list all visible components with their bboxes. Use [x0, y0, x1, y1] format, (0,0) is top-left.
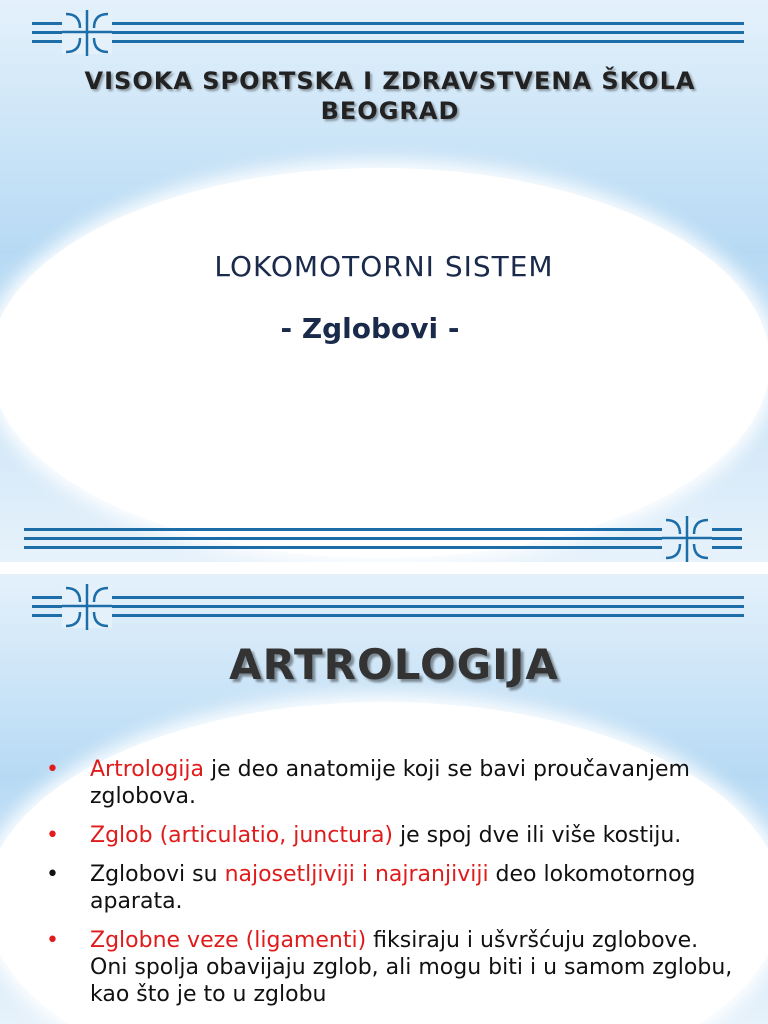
header-logo-bar — [32, 584, 744, 630]
bullet-highlight: Artrologija — [90, 757, 204, 782]
bullet-text: je spoj dve ili više kostiju. — [393, 823, 682, 848]
bullet-text: deo lokomotornog aparata. — [90, 862, 696, 914]
school-name-line2: BEOGRAD — [320, 97, 460, 125]
bullet-item — [40, 756, 740, 810]
slide-artrologija — [0, 574, 768, 1024]
footer-logo-bar — [24, 516, 736, 562]
school-name-line1: VISOKA SPORTSKA I ZDRAVSTVENA ŠKOLA — [84, 67, 696, 95]
bullet-dot: • — [46, 928, 59, 953]
bullet-highlight: Zglob (articulatio, junctura) — [90, 823, 394, 848]
bullet-text: fiksiraju i ušvršćuju zglobove. Oni spolja obavijaju zglob, ali mogu biti i u samom zglobu, kao što je to u zglobu — [90, 928, 733, 1007]
school-name — [40, 66, 740, 126]
bullet-item — [40, 822, 740, 849]
school-logo-icon — [62, 10, 112, 56]
background-oval — [0, 168, 768, 558]
bullet-highlight: Zglobne veze (ligamenti) — [90, 928, 367, 953]
bullet-dot: • — [46, 757, 59, 782]
slide-title-artrologija: ARTROLOGIJA — [229, 640, 559, 689]
bullet-dot: • — [46, 823, 59, 848]
bullet-list — [40, 756, 740, 1020]
header-logo-bar — [32, 10, 744, 56]
bullet-highlight: najosetljiviji i najranjiviji — [224, 862, 489, 887]
school-logo-icon — [662, 516, 712, 562]
school-logo-icon — [62, 584, 112, 630]
bullet-item — [40, 861, 740, 915]
bullet-text-pre: Zglobovi su — [90, 862, 225, 887]
bullet-item — [40, 927, 740, 1008]
slide-main-title: LOKOMOTORNI SISTEM — [214, 250, 554, 283]
bullet-text: je deo anatomije koji se bavi proučavanjem zglobova. — [90, 757, 690, 809]
slide-subtitle: - Zglobovi - — [280, 312, 460, 345]
bullet-dot: • — [46, 862, 59, 887]
